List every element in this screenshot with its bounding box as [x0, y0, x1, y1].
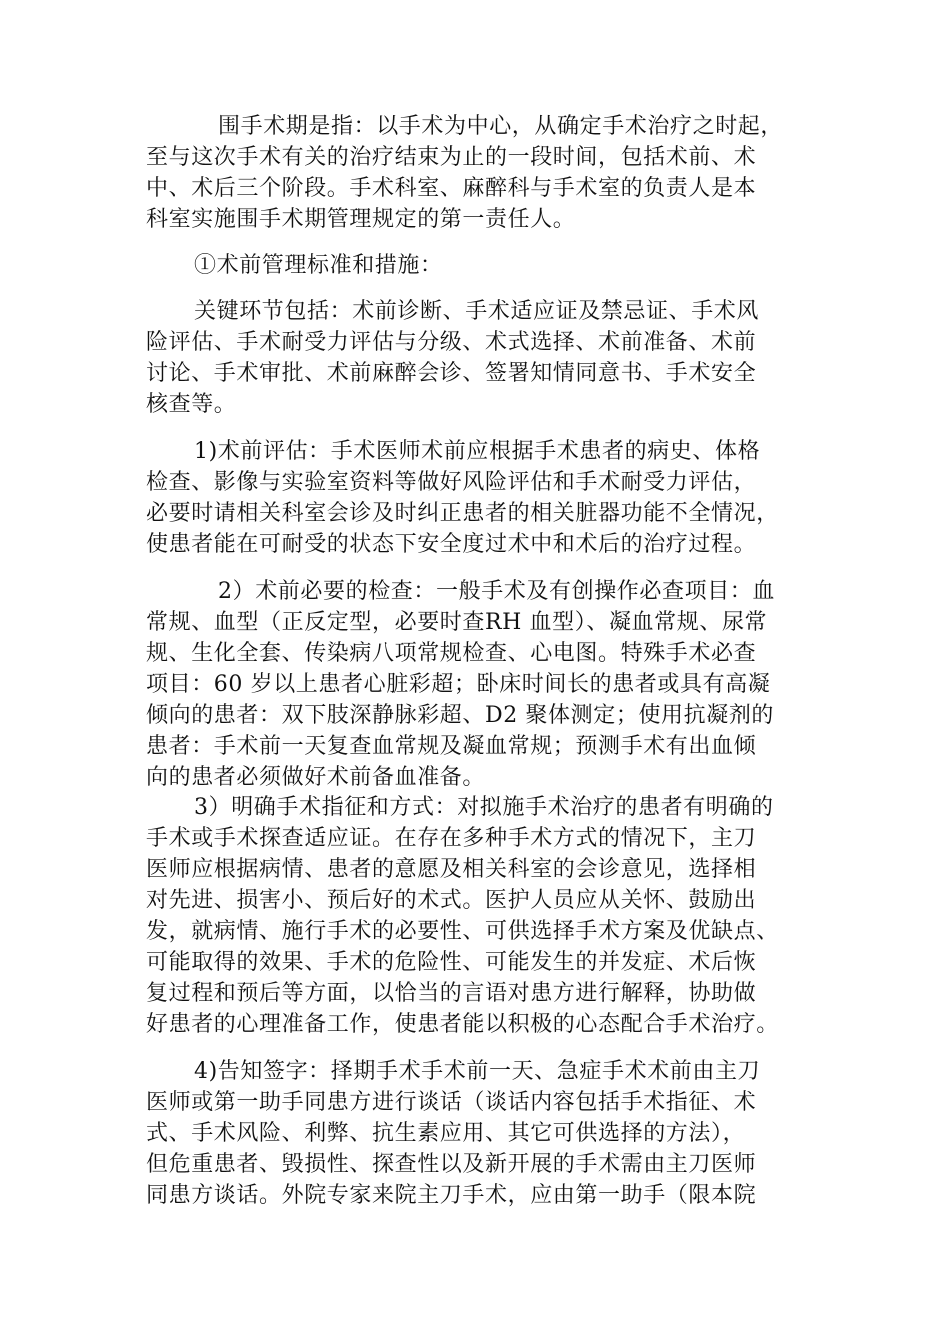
paragraph-6-line-1: 3）明确手术指征和方式：对拟施手术治疗的患者有明确的	[194, 795, 774, 820]
paragraph-4-line-4: 使患者能在可耐受的状态下安全度过术中和术后的治疗过程。	[146, 532, 757, 557]
paragraph-6-line-7: 复过程和预后等方面，以恰当的言语对患方进行解释，协助做	[146, 981, 757, 1006]
paragraph-5-line-7: 向的患者必须做好术前备血准备。	[146, 765, 486, 790]
paragraph-3-line-1: 关键环节包括：术前诊断、手术适应证及禁忌证、手术风	[194, 299, 760, 324]
paragraph-1-line-3: 中、术后三个阶段。手术科室、麻醉科与手术室的负责人是本	[146, 176, 757, 201]
paragraph-6-line-2: 手术或手术探查适应证。在存在多种手术方式的情况下，主刀	[146, 826, 757, 851]
paragraph-4-line-2: 检查、影像与实验室资料等做好风险评估和手术耐受力评估，	[146, 470, 757, 495]
paragraph-6-line-4: 对先进、损害小、预后好的术式。医护人员应从关怀、鼓励出	[146, 888, 757, 913]
paragraph-5-line-6: 患者：手术前一天复查血常规及凝血常规；预测手术有出血倾	[146, 734, 757, 759]
paragraph-1-line-4: 科室实施围手术期管理规定的第一责任人。	[146, 207, 576, 232]
paragraph-7-line-4: 但危重患者、毁损性、探查性以及新开展的手术需由主刀医师	[146, 1152, 757, 1177]
paragraph-6-line-6: 可能取得的效果、手术的危险性、可能发生的并发症、术后恢	[146, 950, 757, 975]
paragraph-4-line-3: 必要时请相关科室会诊及时纠正患者的相关脏器功能不全情况，	[146, 501, 779, 526]
paragraph-3-line-2: 险评估、手术耐受力评估与分级、术式选择、术前准备、术前	[146, 330, 757, 355]
paragraph-5-line-2: 常规、血型（正反定型，必要时查RH 血型）、凝血常规、尿常	[146, 610, 768, 635]
paragraph-6-line-5: 发，就病情、施行手术的必要性、可供选择手术方案及优缺点、	[146, 919, 779, 944]
paragraph-4-line-1: 1)术前评估：手术医师术前应根据手术患者的病史、体格	[194, 439, 761, 464]
paragraph-7-line-3: 式、手术风险、利弊、抗生素应用、其它可供选择的方法），	[146, 1121, 746, 1146]
section-heading-preop: ①术前管理标准和措施：	[194, 253, 443, 278]
paragraph-5-line-4: 项目：60 岁以上患者心脏彩超；卧床时间长的患者或具有高凝	[146, 672, 771, 697]
paragraph-6-line-8: 好患者的心理准备工作，使患者能以积极的心态配合手术治疗。	[146, 1012, 779, 1037]
paragraph-1-line-1: 围手术期是指：以手术为中心，从确定手术治疗之时起，	[218, 114, 784, 139]
paragraph-5-line-5: 倾向的患者：双下肢深静脉彩超、D2 聚体测定；使用抗凝剂的	[146, 703, 775, 728]
paragraph-1-line-2: 至与这次手术有关的治疗结束为止的一段时间，包括术前、术	[146, 145, 757, 170]
paragraph-5-line-1: 2）术前必要的检查：一般手术及有创操作必查项目：血	[218, 579, 775, 604]
paragraph-7-line-1: 4)告知签字：择期手术手术前一天、急症手术术前由主刀	[194, 1059, 761, 1084]
paragraph-5-line-3: 规、生化全套、传染病八项常规检查、心电图。特殊手术必查	[146, 641, 757, 666]
paragraph-6-line-3: 医师应根据病情、患者的意愿及相关科室的会诊意见，选择相	[146, 857, 757, 882]
paragraph-3-line-4: 核查等。	[146, 392, 237, 417]
paragraph-7-line-5: 同患方谈话。外院专家来院主刀手术，应由第一助手（限本院	[146, 1183, 757, 1208]
paragraph-7-line-2: 医师或第一助手同患方进行谈话（谈话内容包括手术指征、术	[146, 1090, 757, 1115]
paragraph-3-line-3: 讨论、手术审批、术前麻醉会诊、签署知情同意书、手术安全	[146, 361, 757, 386]
